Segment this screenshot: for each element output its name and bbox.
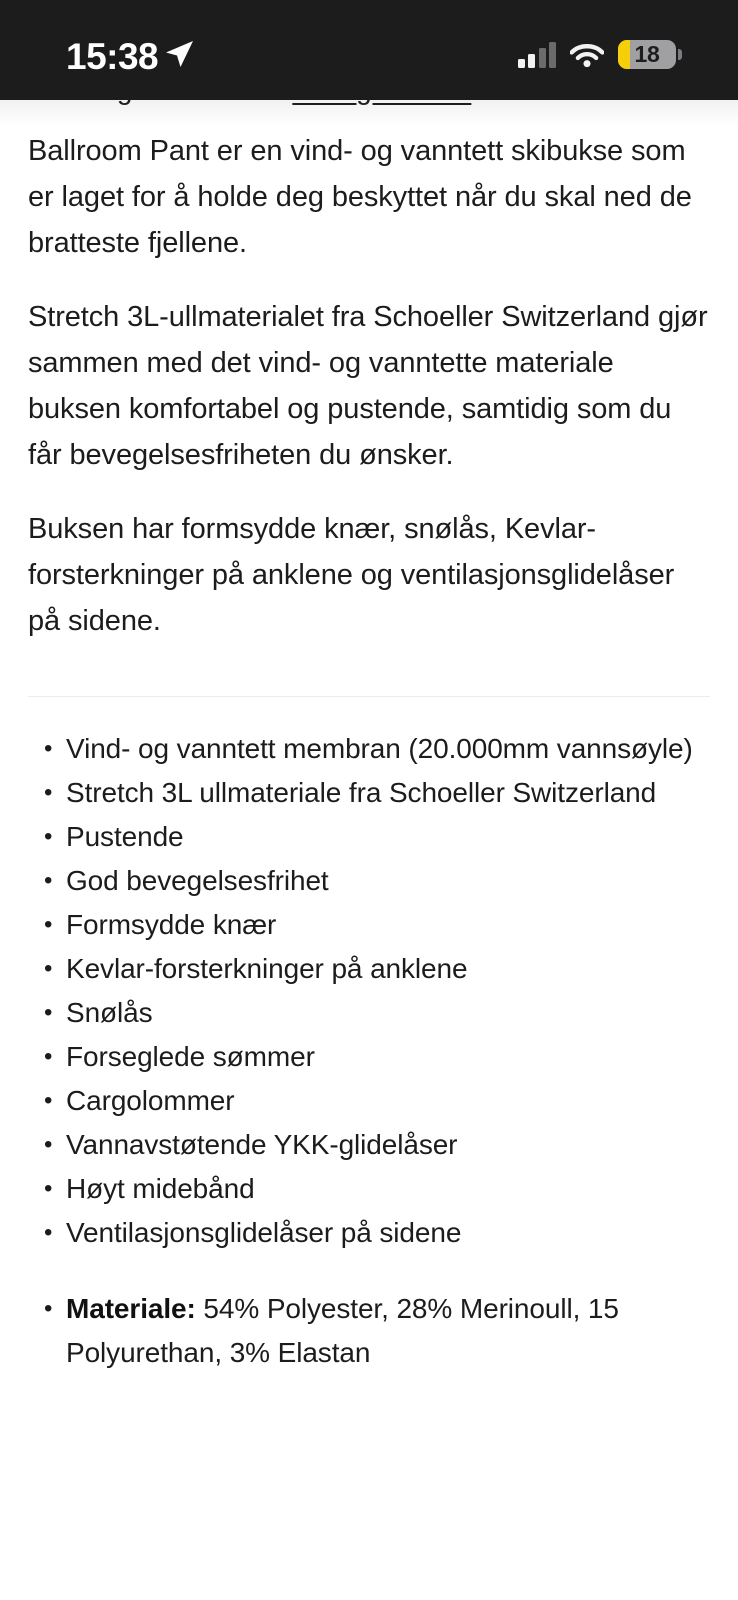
description-paragraph: Ballroom Pant er en vind- og vanntett skibukse som er laget for å holde deg beskyttet når du skal ned de bratteste fjellene. [28,135,692,259]
description-paragraphs [0,128,738,644]
list-item: • Stretch 3L ullmateriale fra Schoeller Switzerland [28,771,710,815]
list-item: • Høyt midebånd [28,1167,710,1211]
list-item: • Forseglede sømmer [28,1035,710,1079]
status-bar-clock: 15:38 [66,36,159,77]
battery-tip [678,49,682,60]
list-item: • Pustende [28,815,710,859]
battery-percent-label: 18 [634,41,660,67]
description-paragraph: Stretch 3L-ullmaterialet fra Schoeller Switzerland gjør sammen med det vind- og vanntette materiale buksen komfortabel og pustende, samtidig som du får bevegelsesfriheten du ønsker. [28,301,708,471]
battery-indicator [618,40,682,69]
specification-list [0,727,738,1255]
description-paragraph: Buksen har formsydde knær, snølås, Kevlar-forsterkninger på anklene og ventilasjonsglidelåser på sidene. [28,513,675,637]
status-bar-indicators [518,40,683,69]
list-item: • Ventilasjonsglidelåser på sidene [28,1211,710,1255]
list-item: • Vind- og vanntett membran (20.000mm vannsøyle) [28,727,710,771]
material-list-item [28,1287,710,1375]
material-label: Materiale: [66,1293,196,1324]
status-bar [0,0,738,100]
material-list [0,1287,738,1375]
section-divider [28,696,710,697]
wifi-icon [570,42,604,68]
product-description-section [0,128,738,1375]
material-value: 54% Polyester, 28% Merinoull, 15 Polyurethan, 3% Elastan [66,1293,619,1368]
list-item: • God bevegelsesfrihet [28,859,710,903]
battery-icon [618,40,676,69]
list-item: • Cargolommer [28,1079,710,1123]
list-item: • Snølås [28,991,710,1035]
cellular-signal-icon [518,42,557,68]
list-item: • Kevlar-forsterkninger på anklene [28,947,710,991]
location-arrow-icon [163,38,195,70]
list-item: • Formsydde knær [28,903,710,947]
battery-fill [618,40,630,69]
list-item: • Vannavstøtende YKK-glidelåser [28,1123,710,1167]
